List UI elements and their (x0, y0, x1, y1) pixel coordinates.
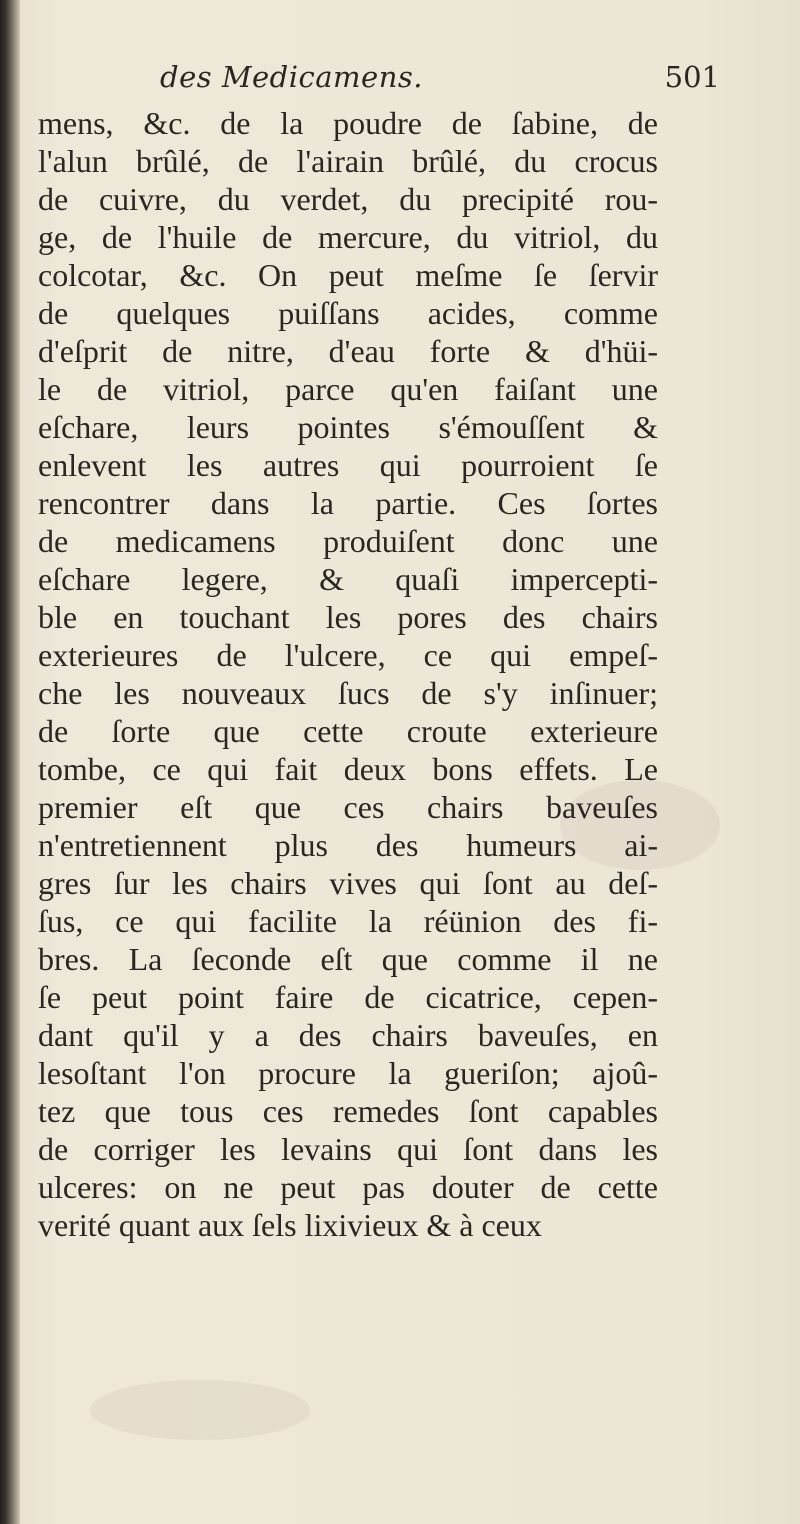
text-line: colcotar, &c. On peut meſme ſe ſervir (38, 257, 658, 293)
text-line: dant qu'il y a des chairs baveuſes, en (38, 1017, 658, 1053)
text-line: verité quant aux ſels lixivieux & à ceux (38, 1207, 542, 1243)
text-line: de corriger les levains qui ſont dans les (38, 1131, 658, 1167)
text-line: che les nouveaux ſucs de s'y inſinuer; (38, 675, 658, 711)
text-line: premier eſt que ces chairs baveuſes (38, 789, 658, 825)
text-line: tombe, ce qui fait deux bons effets. Le (38, 751, 658, 787)
text-line: bres. La ſeconde eſt que comme il ne (38, 941, 658, 977)
text-line: eſchare, leurs pointes s'émouſſent & (38, 409, 658, 445)
text-line: mens, &c. de la poudre de ſabine, de (38, 105, 658, 141)
text-line: lesoſtant l'on procure la gueriſon; ajoû- (38, 1055, 658, 1091)
text-line: d'eſprit de nitre, d'eau forte & d'hüi- (38, 333, 658, 369)
text-line: tez que tous ces remedes ſont capables (38, 1093, 658, 1129)
text-line: ble en touchant les pores des chairs (38, 599, 658, 635)
text-line: l'alun brûlé, de l'airain brûlé, du crocus (38, 143, 658, 179)
text-line: ſe peut point faire de cicatrice, cepen- (38, 979, 658, 1015)
text-line: le de vitriol, parce qu'en faiſant une (38, 371, 658, 407)
binding-gutter (0, 0, 20, 1524)
body-text (38, 104, 778, 1244)
page-number: 501 (664, 60, 720, 94)
text-line: de medicamens produiſent donc une (38, 523, 658, 559)
text-line: ulceres: on ne peut pas douter de cette (38, 1169, 658, 1205)
text-line: exterieures de l'ulcere, ce qui empeſ- (38, 637, 658, 673)
text-line: enlevent les autres qui pourroient ſe (38, 447, 658, 483)
text-line: ſus, ce qui facilite la réünion des fi- (38, 903, 658, 939)
text-line: ge, de l'huile de mercure, du vitriol, du (38, 219, 658, 255)
text-line: de ſorte que cette croute exterieure (38, 713, 658, 749)
text-line: de quelques puiſſans acides, comme (38, 295, 658, 331)
text-line: rencontrer dans la partie. Ces ſortes (38, 485, 658, 521)
paper-stain (90, 1380, 310, 1440)
page-header (160, 60, 720, 104)
text-line: de cuivre, du verdet, du precipité rou- (38, 181, 658, 217)
text-line: gres ſur les chairs vives qui ſont au deſ- (38, 865, 658, 901)
text-line: eſchare legere, & quaſi impercepti- (38, 561, 658, 597)
text-line: n'entretiennent plus des humeurs ai- (38, 827, 658, 863)
running-title: des Medicamens. (160, 60, 423, 94)
